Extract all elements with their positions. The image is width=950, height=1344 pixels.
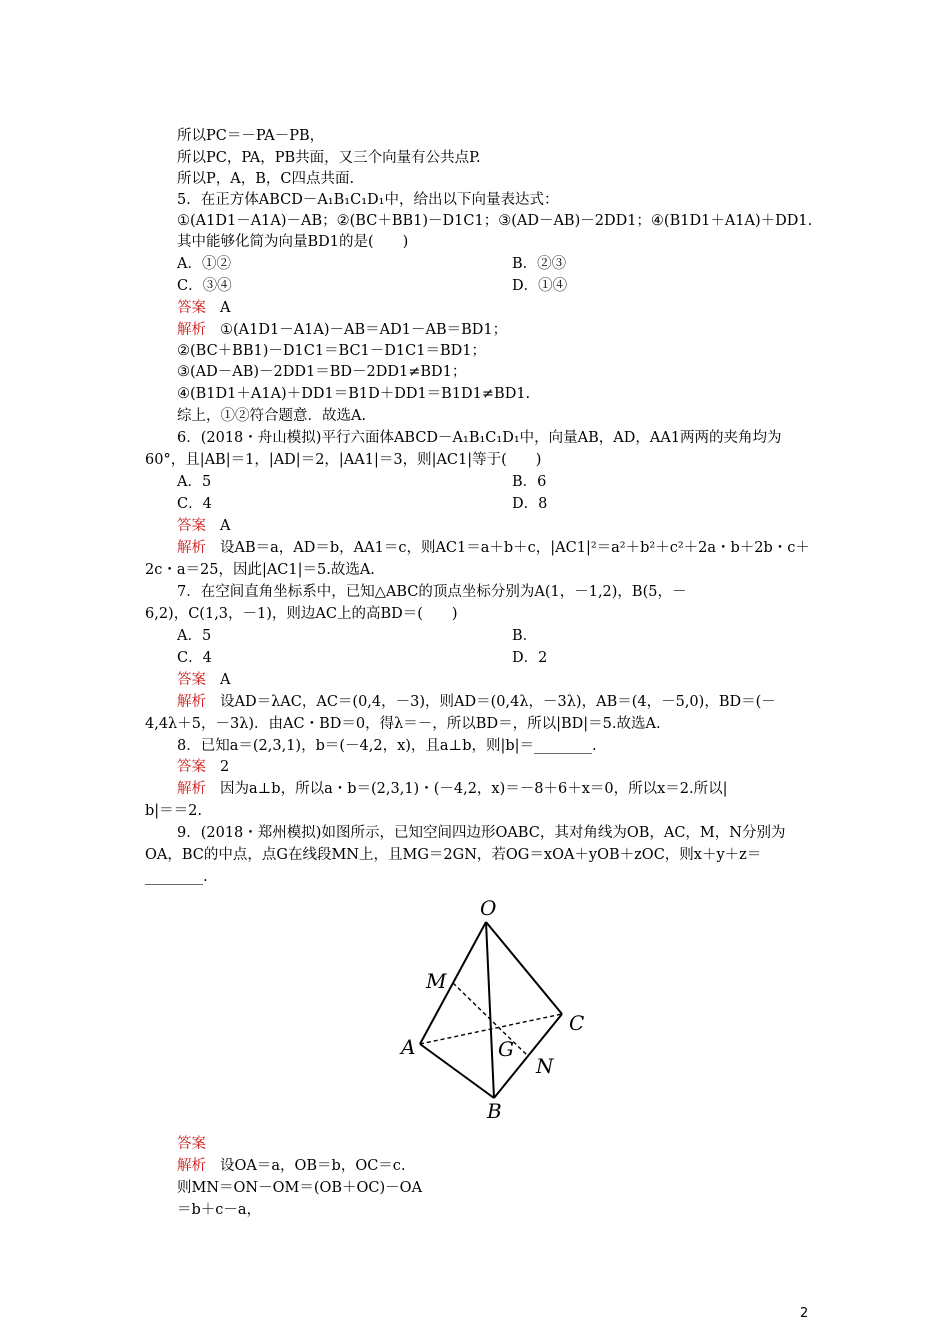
tetrahedron-figure <box>394 886 590 1126</box>
question-7-stem: 7．在空间直角坐标系中，已知△ABC的顶点坐标分别为A(1，－1,2)，B(5，－ <box>177 584 687 600</box>
segment-mn <box>453 983 528 1056</box>
text-line: 所以PC＝－PA－PB， <box>177 128 325 144</box>
question-9-stem: 9．(2018・郑州模拟)如图所示，已知空间四边形OABC，其对角线为OB，AC，M，N分别为 <box>177 825 786 841</box>
answer-line <box>177 298 230 318</box>
answer-line <box>177 670 230 690</box>
question-7-stem-cont: 6,2)，C(1,3，－1)，则边AC上的高BD＝( ) <box>145 606 458 622</box>
option-d: D．8 <box>512 496 548 512</box>
analysis-text: 综上，①②符合题意．故选A. <box>177 408 367 424</box>
label-n: N <box>536 1054 554 1078</box>
answer-label: 答案 <box>177 518 206 534</box>
answer-line <box>177 1134 206 1154</box>
analysis-line <box>177 320 507 340</box>
answer-value: A <box>220 300 231 316</box>
question-8-stem: 8．已知a＝(2,3,1)，b＝(－4,2，x)，且a⊥b，则|b|＝________. <box>177 738 597 754</box>
answer-value: 2 <box>220 759 230 775</box>
option-c: C．4 <box>177 650 212 666</box>
analysis-label: 解析 <box>177 540 206 556</box>
question-5-prompt: 其中能够化简为向量BD1的是( ) <box>177 234 409 250</box>
edge-ab <box>420 1044 494 1098</box>
analysis-label: 解析 <box>177 322 206 338</box>
label-m: M <box>426 969 447 993</box>
analysis-text: ②(BC＋BB1)－D1C1＝BC1－D1C1＝BD1； <box>177 343 486 359</box>
analysis-line <box>177 692 776 712</box>
option-b: B． <box>512 628 538 644</box>
answer-value: A <box>220 672 231 688</box>
answer-label: 答案 <box>177 672 206 688</box>
analysis-text: ①(A1D1－A1A)－AB＝AD1－AB＝BD1； <box>220 322 508 338</box>
label-c: C <box>569 1011 585 1035</box>
page-number: 2 <box>800 1306 809 1321</box>
option-d: D．①④ <box>512 278 568 294</box>
answer-blank: ________. <box>145 869 208 885</box>
text-line: 所以P，A，B，C四点共面. <box>177 171 355 187</box>
question-5-stem: 5．在正方体ABCD－A₁B₁C₁D₁中，给出以下向量表达式： <box>177 192 559 208</box>
analysis-text: 则MN＝ON－OM＝(OB＋OC)－OA <box>177 1180 423 1196</box>
analysis-text: ＝b＋c－a， <box>177 1202 262 1218</box>
analysis-label: 解析 <box>177 694 206 710</box>
question-5-expressions: ①(A1D1－A1A)－AB；②(BC＋BB1)－D1C1；③(AD－AB)－2DD1；④(B1D1＋A1A)＋DD1. <box>177 213 813 229</box>
answer-label: 答案 <box>177 1136 206 1152</box>
analysis-text: b|＝＝2. <box>145 803 203 819</box>
analysis-text: ④(B1D1＋A1A)＋DD1＝B1D＋DD1＝B1D1≠BD1. <box>177 386 531 402</box>
analysis-text: ③(AD－AB)－2DD1＝BD－2DD1≠BD1； <box>177 364 467 380</box>
question-9-stem-cont: OA，BC的中点，点G在线段MN上，且MG＝2GN，若OG＝xOA＋yOB＋zOC，则x＋y＋z＝ <box>145 847 762 863</box>
label-g: G <box>498 1037 514 1061</box>
option-a: A．5 <box>177 628 212 644</box>
analysis-text: 4,4λ＋5，－3λ)．由AC・BD＝0，得λ＝－，所以BD＝，所以|BD|＝5.故选A. <box>145 716 661 732</box>
analysis-text: 设AB＝a，AD＝b，AA1＝c，则AC1＝a＋b＋c，|AC1|²＝a²＋b²＋c²＋2a・b＋2b・c＋ <box>220 540 810 556</box>
option-b: B．②③ <box>512 256 567 272</box>
option-b: B．6 <box>512 474 547 490</box>
answer-value: A <box>220 518 231 534</box>
question-6-stem-cont: 60°，且|AB|＝1，|AD|＝2，|AA1|＝3，则|AC1|等于( ) <box>145 452 542 468</box>
answer-label: 答案 <box>177 759 206 775</box>
label-a: A <box>401 1035 416 1059</box>
text-line: 所以PC，PA，PB共面，又三个向量有公共点P. <box>177 150 481 166</box>
analysis-label: 解析 <box>177 1158 206 1174</box>
label-b: B <box>487 1099 502 1123</box>
analysis-text: 设OA＝a，OB＝b，OC＝c. <box>220 1158 406 1174</box>
edge-oc <box>486 922 562 1014</box>
analysis-line <box>177 779 728 799</box>
option-d: D．2 <box>512 650 548 666</box>
analysis-line <box>177 538 810 558</box>
analysis-text: 因为a⊥b，所以a・b＝(2,3,1)・(－4,2，x)＝－8＋6＋x＝0，所以x＝2.所以| <box>220 781 728 797</box>
analysis-text: 2c・a＝25，因此|AC1|＝5.故选A. <box>145 562 375 578</box>
option-c: C．③④ <box>177 278 232 294</box>
label-o: O <box>480 896 497 920</box>
answer-line <box>177 516 230 536</box>
edge-ob <box>486 922 494 1098</box>
analysis-text: 设AD＝λAC，AC＝(0,4，－3)，则AD＝(0,4λ，－3λ)，AB＝(4，－5,0)，BD＝(－ <box>220 694 776 710</box>
option-a: A．5 <box>177 474 212 490</box>
analysis-line <box>177 1156 406 1176</box>
answer-line <box>177 757 229 777</box>
analysis-label: 解析 <box>177 781 206 797</box>
option-a: A．①② <box>177 256 231 272</box>
question-6-stem: 6．(2018・舟山模拟)平行六面体ABCD－A₁B₁C₁D₁中，向量AB，AD，AA1两两的夹角均为 <box>177 430 782 446</box>
answer-label: 答案 <box>177 300 206 316</box>
option-c: C．4 <box>177 496 212 512</box>
